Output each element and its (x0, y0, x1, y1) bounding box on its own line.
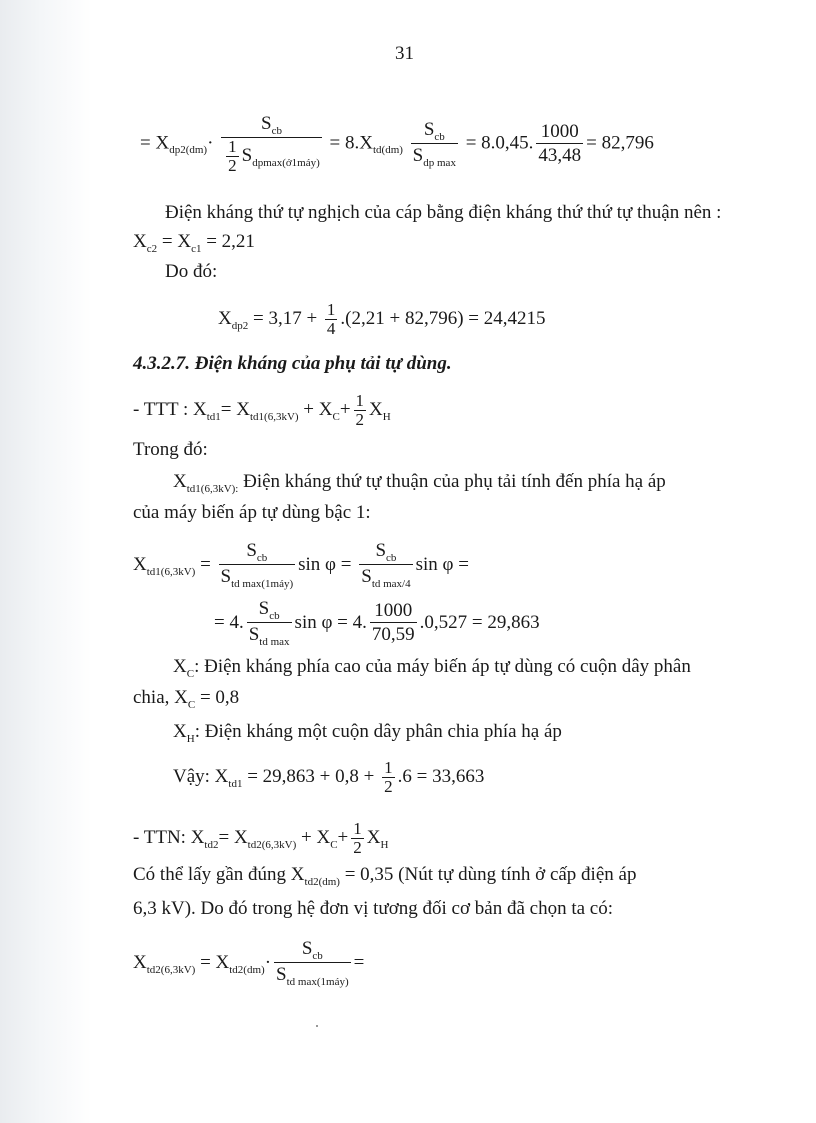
fraction-one-half (354, 392, 367, 429)
equation-xc2 (133, 230, 255, 256)
subscript: C (330, 838, 338, 851)
eq-term: = X (218, 826, 248, 848)
eq-term: + (337, 826, 349, 848)
fraction-one-half (226, 138, 239, 175)
subscript: cb (312, 950, 323, 962)
subscript: td max (259, 636, 290, 648)
eq-sign: = (140, 132, 151, 154)
scan-speck (316, 1025, 318, 1027)
paragraph-xtd1-line2: của máy biến áp tự dùng bậc 1: (133, 502, 371, 523)
eq-term: sin φ = 4. (294, 611, 367, 633)
eq-sign: = (353, 951, 365, 973)
denominator: 2 (384, 777, 393, 796)
eq-term: - TTN: X (133, 826, 205, 848)
subscript: cb (256, 552, 268, 564)
subscript: H (382, 410, 391, 423)
denominator: 2 (353, 838, 362, 857)
subscript: td max(1máy) (231, 578, 294, 590)
numerator: S (260, 113, 272, 134)
numerator: 1000 (540, 120, 579, 142)
subscript: H (186, 733, 195, 745)
eq-term: + X (296, 826, 331, 848)
numerator: S (246, 540, 257, 561)
paragraph-text: Có thể lấy gần đúng X (133, 864, 305, 885)
paragraph-xc-definition (173, 655, 691, 681)
paragraph-text: Điện kháng thứ tự thuận của phụ tải tính đến phía hạ áp (238, 471, 666, 492)
fraction-scb-sdpmax: $\frac{S_{cb}}{S_{dp max}}$ (412, 118, 456, 169)
subscript: cb (269, 610, 280, 622)
equation-xtd2 (133, 938, 364, 989)
paragraph-xtd1-definition (173, 470, 666, 496)
subscript: c1 (191, 243, 202, 255)
paragraph-text: = 0,8 (195, 687, 240, 708)
section-heading: 4.3.2.7. Điện kháng của phụ tải tự dùng. (133, 353, 452, 374)
fraction-1000-7059 (370, 600, 417, 647)
equation-ttt (133, 392, 391, 429)
equation-xdp2: = $X_{dp2(dm)}\cdot$ $S_{cb}$ $\frac{1}{2}$ $S_{dpmax(ở1máy)}$ = $8.X_{td(dm)}$ $\frac{S_{cb}}{S_{dp max}}$ = 8.0,45. $\frac{1000}{43,48}$ = 82,796 (140, 113, 654, 175)
symbol: X (133, 231, 147, 252)
paragraph-approximation (133, 863, 636, 889)
subscript: td1 (206, 410, 221, 423)
subscript: td1(6,3kV) (249, 410, 299, 423)
equation-ttn (133, 820, 388, 857)
subscript: td1(6,3kV): (186, 483, 239, 495)
numerator: 1 (228, 137, 237, 156)
subscript: dpmax(ở1máy) (252, 156, 320, 169)
subscript: c2 (146, 243, 158, 255)
equation-xtd1-value (214, 598, 540, 649)
denominator: 43,48 (538, 144, 582, 166)
numerator: 1 (326, 300, 336, 319)
paragraph-approximation-line2: 6,3 kV). Do đó trong hệ đơn vị tương đối cơ bản đã chọn ta có: (133, 898, 613, 919)
eq-term: = X (195, 951, 230, 973)
fraction-scb-stdmax-4: $\frac{S_{cb}}{S_{td max/4}}$ (361, 540, 411, 590)
eq-term: · (264, 951, 272, 973)
fraction-scb-stdmax: $\frac{S_{cb}}{S_{td max}}$ (248, 598, 290, 648)
denominator: 70,59 (371, 624, 415, 645)
symbol: X (173, 656, 187, 677)
symbol: X (366, 826, 381, 848)
fraction-one-quarter (325, 301, 338, 338)
eq-term: sin φ = (298, 553, 352, 575)
denominator: 2 (228, 156, 237, 175)
numerator: 1 (353, 819, 362, 838)
equation-xtd1-result (173, 759, 484, 796)
symbol: X (369, 398, 383, 420)
scan-shadow-edge (0, 0, 92, 1123)
eq-term: sin φ = (415, 553, 469, 575)
paragraph-text: : Điện kháng phía cao của máy biến áp tự dùng có cuộn dây phân (194, 656, 691, 677)
fraction-one-half (351, 820, 364, 857)
eq-term: = 8.0,45. (465, 132, 534, 154)
eq-term: + (339, 398, 351, 420)
label-do-do: Do đó: (165, 261, 218, 282)
subscript: td1 (228, 777, 243, 790)
fraction-scb-half-sdpmax: $S_{cb}$ $\frac{1}{2}$ $S_{dpmax(ở1máy)}$ (221, 113, 322, 175)
subscript: td2(dm) (229, 963, 265, 976)
subscript: dp max (423, 156, 456, 169)
eq-term: - TTT : X (133, 398, 207, 420)
denominator: S (276, 964, 287, 985)
subscript: td max/4 (371, 578, 411, 590)
subscript: td2(dm) (304, 876, 340, 888)
subscript: C (186, 668, 195, 680)
subscript: td max(1máy) (286, 976, 349, 988)
numerator: 1 (384, 758, 393, 777)
subscript: td1(6,3kV) (146, 565, 196, 578)
fraction-1000-4348 (536, 121, 583, 168)
eq-term: = 29,863 + 0,8 + (242, 765, 380, 787)
eq-term: + X (298, 398, 333, 420)
numerator: S (301, 938, 313, 959)
subscript: td2(6,3kV) (247, 838, 297, 851)
equation-xdp2-result (218, 301, 546, 338)
denominator: S (220, 566, 232, 587)
equation-xtd1-definition (133, 540, 469, 591)
subscript: dp2 (231, 319, 249, 332)
paragraph-xc-line2 (133, 686, 239, 712)
paragraph-text: = 0,35 (Nút tự dùng tính ở cấp điện áp (339, 864, 637, 885)
fraction-scb-stdmax-1may (274, 938, 351, 989)
eq-term: = 3,17 + (248, 307, 322, 329)
eq-result: = 2,21 (201, 231, 255, 252)
fraction-one-half (382, 759, 395, 796)
eq-result: = 82,796 (586, 132, 654, 154)
paragraph-negative-sequence: Điện kháng thứ tự nghịch của cáp bằng điện kháng thứ thứ tự thuận nên : (165, 202, 722, 223)
subscript: cb (271, 125, 282, 137)
symbol: X (133, 951, 147, 973)
numerator: 1000 (374, 600, 413, 621)
label-trong-do: Trong đó: (133, 439, 208, 460)
subscript: dp2(dm) (169, 144, 208, 157)
denominator: 4 (326, 319, 336, 338)
subscript: C (187, 699, 196, 711)
eq-result: .(2,21 + 82,796) = 24,4215 (340, 307, 546, 329)
numerator: 1 (355, 391, 365, 410)
subscript: td(dm) (372, 144, 403, 157)
eq-term: Vậy: X (173, 765, 229, 787)
symbol: X (218, 307, 232, 329)
subscript: cb (434, 130, 445, 143)
subscript: td2 (204, 838, 219, 851)
paragraph-text: chia, X (133, 687, 188, 708)
eq-result: .6 = 33,663 (397, 765, 485, 787)
symbol: X (133, 553, 147, 575)
paragraph-xh-definition (173, 720, 562, 746)
eq-term: = 4. (214, 611, 244, 633)
subscript: C (332, 410, 340, 423)
subscript: td2(6,3kV) (146, 963, 196, 976)
fraction-scb-stdmax-1may (219, 540, 296, 591)
page-number: 31 (395, 43, 414, 64)
eq-result: .0,527 = 29,863 (419, 611, 540, 633)
eq-term: = X (220, 398, 250, 420)
subscript: cb (386, 552, 397, 564)
denominator: 2 (355, 410, 365, 429)
eq-term: = 8.X (329, 132, 373, 154)
symbol: X (173, 471, 187, 492)
eq-sign: = (200, 553, 211, 575)
symbol: X (173, 721, 187, 742)
subscript: H (380, 838, 389, 851)
paragraph-text: : Điện kháng một cuộn dây phân chia phía hạ áp (194, 721, 562, 742)
eq-term: = X (157, 231, 192, 252)
